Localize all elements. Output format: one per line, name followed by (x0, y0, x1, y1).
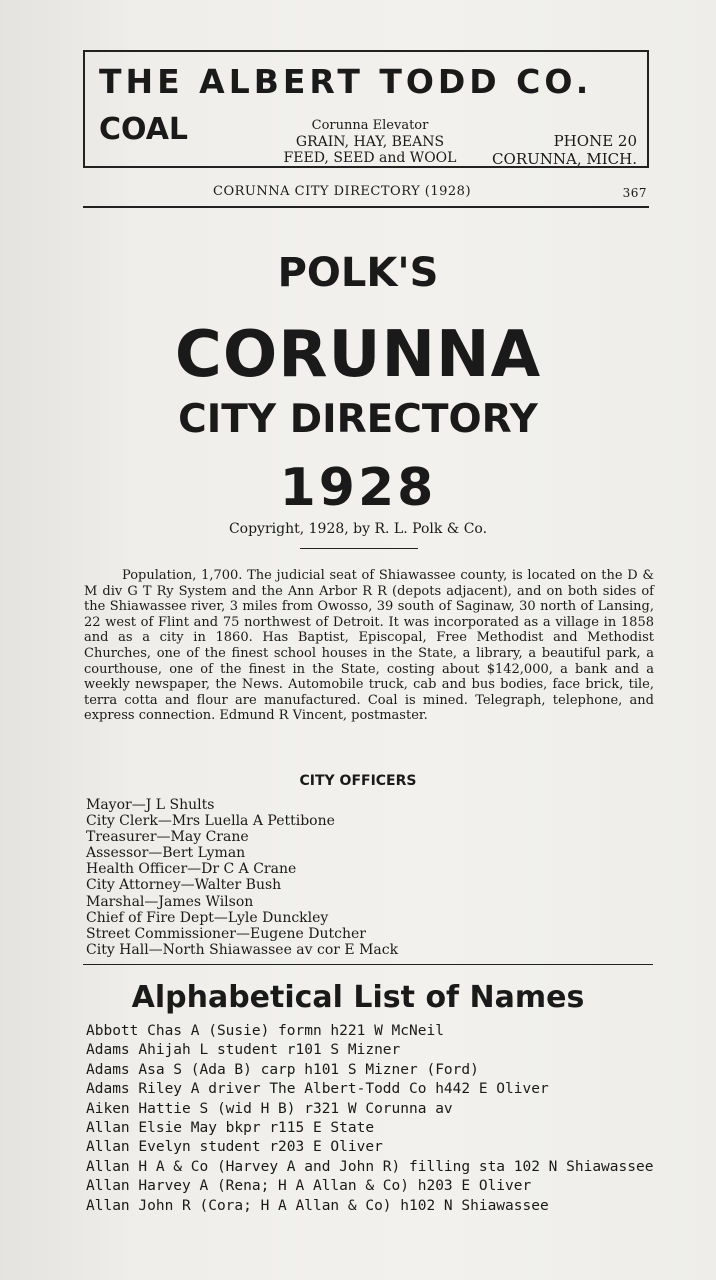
officer-entry: City Hall—North Shiawassee av cor E Mack (86, 941, 399, 958)
ad-company-name: THE ALBERT TODD CO. (99, 62, 593, 101)
ad-middle-line: Corunna Elevator (311, 118, 429, 133)
running-head (83, 182, 649, 208)
list-item: Allan Evelyn student r203 E Oliver (86, 1139, 383, 1156)
list-item: Allan Harvey A (Rena; H A Allan & Co) h203 E Oliver (86, 1178, 532, 1195)
advertisement-box (83, 50, 649, 168)
title-year: 1928 (279, 458, 437, 518)
copyright-line: Copyright, 1928, by R. L. Polk & Co. (228, 521, 488, 537)
officer-entry: City Clerk—Mrs Luella A Pettibone (86, 813, 335, 830)
officer-entry: Marshal—James Wilson (86, 893, 254, 910)
list-item: Allan H A & Co (Harvey A and John R) filling sta 102 N Shiawassee (86, 1158, 654, 1175)
title-subtitle: CITY DIRECTORY (178, 397, 538, 442)
city-description: Population, 1,700. The judicial seat of Shiawassee county, is located on the D & M div G T Ry System and the Ann Arbor R R (depots adjacent), and on both sides of the Shiawassee river, 3 miles from Owosso, 39 south of Saginaw, 30 north of Lansing, 22 west of Flint and 75 northwest of Detroit. It was incorporated as a village in 1858 and as a city in 1860. Has Baptist, Episcopal, Free Methodist and Methodist Churches, one of the finest school houses in the State, a library, a beautiful park, a courthouse, one of the finest in the State, costing about $142,000, a bank and a weekly newspaper, the News. Automobile truck, cab and bus bodies, face brick, tile, terra cotta and flour are manufactured. Coal is mined. Telegraph, telephone, and express connection. Edmund R Vincent, postmaster. (84, 568, 654, 724)
alphabetical-list-heading: Alphabetical List of Names (131, 980, 585, 1015)
page-number: 367 (622, 186, 647, 200)
list-item: Adams Asa S (Ada B) carp h101 S Mizner (Ford) (86, 1061, 479, 1078)
ad-middle-line: GRAIN, HAY, BEANS (295, 134, 445, 150)
officer-entry: City Attorney—Walter Bush (86, 877, 282, 894)
officer-entry: Mayor—J L Shults (86, 797, 215, 813)
officer-entry: Street Commissioner—Eugene Dutcher (86, 925, 366, 942)
ad-location: CORUNNA, MICH. (492, 150, 637, 168)
ad-phone: PHONE 20 (553, 132, 637, 150)
title-city: CORUNNA (174, 318, 542, 392)
ad-middle-text (265, 118, 475, 166)
list-item: Allan Elsie May bkpr r115 E State (86, 1120, 375, 1137)
ad-contact (492, 132, 637, 168)
officer-entry: Assessor—Bert Lyman (86, 845, 246, 862)
officer-entry: Chief of Fire Dept—Lyle Dunckley (86, 909, 329, 926)
names-list (86, 1022, 666, 1216)
ad-middle-line: FEED, SEED and WOOL (283, 150, 457, 166)
title-publisher: POLK'S (277, 250, 439, 296)
list-item: Allan John R (Cora; H A Allan & Co) h102 N Shiawassee (86, 1197, 549, 1214)
list-item: Aiken Hattie S (wid H B) r321 W Corunna av (86, 1100, 453, 1117)
list-item: Adams Riley A driver The Albert-Todd Co h442 E Oliver (86, 1081, 549, 1098)
list-item: Adams Ahijah L student r101 S Mizner (86, 1042, 401, 1059)
city-officers-heading: CITY OFFICERS (299, 773, 417, 789)
ad-product: COAL (99, 112, 189, 147)
running-head-title: CORUNNA CITY DIRECTORY (1928) (213, 184, 472, 199)
city-officers-list (86, 797, 656, 958)
divider (300, 548, 418, 549)
list-item: Abbott Chas A (Susie) formn h221 W McNeil (86, 1023, 444, 1039)
divider (83, 964, 653, 965)
officer-entry: Health Officer—Dr C A Crane (86, 861, 297, 878)
officer-entry: Treasurer—May Crane (86, 829, 249, 846)
